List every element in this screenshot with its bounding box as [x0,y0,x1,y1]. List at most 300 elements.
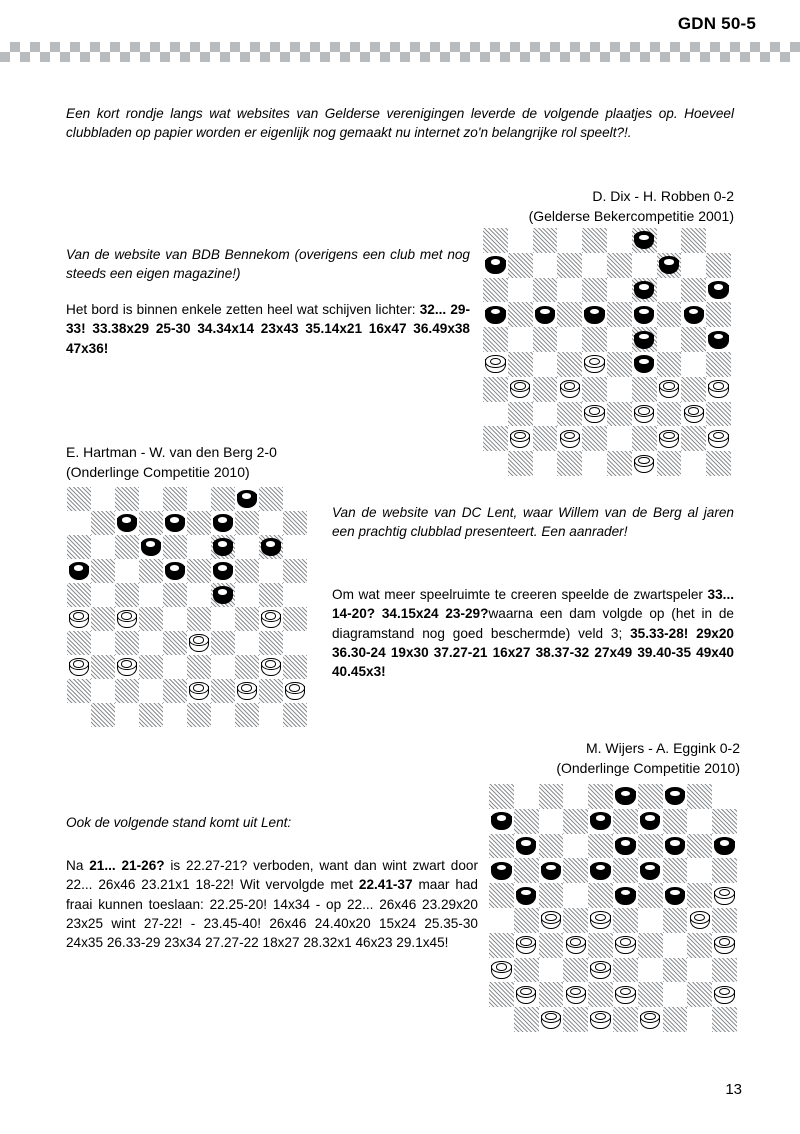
piece-inner-ring [644,814,655,821]
white-piece [261,610,281,627]
white-piece [708,430,728,448]
board-square [489,1007,514,1032]
black-piece [665,787,685,805]
board-square [663,834,688,859]
black-piece [485,256,505,274]
black-piece [213,586,233,603]
board-square [533,426,558,451]
board-3-caption [486,739,740,779]
board-square [283,679,307,703]
board-square [211,559,235,583]
piece-inner-ring [620,938,631,945]
board-square [588,809,613,834]
draughts-board-dix-robben [483,228,731,476]
piece-inner-ring [265,540,276,547]
board-square [508,228,533,253]
board-square [712,858,737,883]
board-square [706,426,731,451]
board-square [563,958,588,983]
board-square [706,377,731,402]
board-square [657,377,682,402]
board-square [607,302,632,327]
black-piece [213,538,233,555]
black-piece [213,562,233,579]
board-square [582,228,607,253]
board-square [163,535,187,559]
piece-inner-ring [217,540,228,547]
piece-inner-ring [669,839,680,846]
board-square [533,228,558,253]
piece-inner-ring [217,516,228,523]
black-piece [485,306,505,324]
board-square [557,402,582,427]
board-square [582,377,607,402]
board-square [139,511,163,535]
piece-inner-ring [217,564,228,571]
board-square [607,377,632,402]
board-square [613,908,638,933]
board-square [187,511,211,535]
board-square [483,327,508,352]
board-1-caption-line1: D. Dix - H. Robben 0-2 [592,188,734,204]
board-square [613,784,638,809]
board-square [115,559,139,583]
board-square [607,327,632,352]
page-title: GDN 50-5 [677,14,756,33]
board-square [115,679,139,703]
board-square [139,559,163,583]
board-square [489,883,514,908]
board-square [712,908,737,933]
white-piece [237,682,257,699]
board-square [211,511,235,535]
board-square [663,982,688,1007]
board-square [483,253,508,278]
board-square [632,253,657,278]
white-piece [566,986,586,1004]
board-square [483,302,508,327]
black-piece [516,837,536,855]
piece-inner-ring [545,914,556,922]
board-square [706,228,731,253]
board-square [557,377,582,402]
board-square [508,253,533,278]
board-square [259,511,283,535]
white-piece [285,682,305,699]
board-square [533,278,558,303]
board-square [283,655,307,679]
piece-inner-ring [121,516,132,523]
board-square [588,784,613,809]
board-square [687,883,712,908]
board-square [91,487,115,511]
na-plain-2: is 22.27-21? verboden, want dan wint zwart door 22... 26x46 23.21x1 18-22! Wit vervolgde met [66,858,478,893]
board-square [483,377,508,402]
board-square [632,377,657,402]
board-square [588,908,613,933]
board-square [67,655,91,679]
black-piece [165,514,185,531]
piece-inner-ring [713,283,724,290]
board-square [508,327,533,352]
piece-inner-ring [193,636,204,643]
board-square [712,883,737,908]
board-square [706,451,731,476]
board-square [663,784,688,809]
white-piece [485,355,505,373]
board-square [139,655,163,679]
board-square [663,809,688,834]
page-header [0,0,800,70]
board-square [115,607,139,631]
board-square [557,228,582,253]
board-square [187,631,211,655]
white-piece [690,911,710,929]
piece-inner-ring [595,814,606,821]
intro-paragraph: Een kort rondje langs wat websites van Gelderse verenigingen leverde de volgende plaatjes op. Hoeveel clubbladen op papier worden er eigenlijk nog gemaakt nu internet zo'n belangrijke rol speelt?!. [66,106,734,141]
board-square [211,679,235,703]
board-square [588,834,613,859]
board-square [187,607,211,631]
black-piece [634,355,654,373]
board-square [259,607,283,631]
board-square [235,703,259,727]
piece-inner-ring [589,407,600,414]
board-square [613,958,638,983]
board-square [687,933,712,958]
piece-inner-ring [169,564,180,571]
piece-inner-ring [595,963,606,970]
white-piece [516,986,536,1004]
na-moves-2: 22.41-37 [358,877,413,893]
board-square [582,278,607,303]
board-square [163,703,187,727]
piece-inner-ring [169,516,180,523]
board-square [235,631,259,655]
white-piece [189,634,209,651]
board-square [115,511,139,535]
board-square [663,958,688,983]
board-square [483,402,508,427]
board-square [283,511,307,535]
board-square [139,583,163,607]
board-square [187,679,211,703]
board-square [483,278,508,303]
board-square [687,784,712,809]
ook-intro-paragraph: Ook de volgende stand komt uit Lent: [66,815,292,830]
board-square [67,631,91,655]
board-square [163,559,187,583]
white-piece [590,1011,610,1029]
board-square [139,631,163,655]
board-square [681,228,706,253]
black-piece [141,538,161,555]
board-square [187,655,211,679]
piece-inner-ring [638,457,649,464]
board-square [514,982,539,1007]
board-square [681,253,706,278]
piece-inner-ring [241,492,252,499]
white-piece [117,658,137,675]
board-square [539,784,564,809]
black-piece [541,862,561,880]
piece-inner-ring [265,612,276,619]
board-square [539,858,564,883]
black-piece [69,562,89,579]
draughts-board-hartman-berg [67,487,307,727]
board-square [115,703,139,727]
lent-body-plain-2: waarna een dam volgde op (het in de diagramstand nog goed beschermde) veld 3; [332,606,734,641]
board-square [91,607,115,631]
white-piece [560,380,580,398]
white-piece [659,380,679,398]
piece-inner-ring [520,938,531,945]
board-square [211,655,235,679]
white-piece [189,682,209,699]
board-square [613,1007,638,1032]
board-3-caption-line1: M. Wijers - A. Eggink 0-2 [585,740,740,756]
board-square [514,1007,539,1032]
white-piece [566,936,586,954]
board-square [657,253,682,278]
board-square [283,487,307,511]
board-square [163,511,187,535]
piece-inner-ring [496,814,507,821]
black-piece [213,514,233,531]
board-square [514,784,539,809]
board-square [681,377,706,402]
board-square [235,655,259,679]
board-square [539,933,564,958]
board-square [163,607,187,631]
board-square [681,352,706,377]
board-square [91,511,115,535]
piece-inner-ring [490,358,501,366]
board-square [235,535,259,559]
board-square [67,703,91,727]
board-square [211,583,235,607]
board-square [638,933,663,958]
board-square [632,426,657,451]
board-square [259,487,283,511]
black-piece [590,812,610,830]
board-square [533,402,558,427]
na-plain-3: maar had fraai kunnen toeslaan: 22.25-20! 14x34 - op 22... 26x46 23.29x20 23x25 wint 27-22! - 23.45-40! 26x46 24.40x20 15x24 25.35-30 24x35 26.33-29 23x34 27.27-22 18x27 28.32x1 46x23 29.1x45! [66,877,478,951]
board-square [91,559,115,583]
board-square [632,302,657,327]
board-square [706,302,731,327]
board-square [607,451,632,476]
black-piece [535,306,555,324]
board-square [489,908,514,933]
board-square [533,451,558,476]
board-square [563,784,588,809]
board-square [557,426,582,451]
board-square [706,278,731,303]
lent-body-moves-1: 33... 14-20? 34.15x24 23-29? [332,587,734,622]
board-square [67,487,91,511]
board-square [211,535,235,559]
piece-inner-ring [638,283,649,290]
white-piece [714,936,734,954]
board-square [687,809,712,834]
board-square [67,559,91,583]
piece-inner-ring [620,790,631,797]
board-square [607,402,632,427]
board-square [563,858,588,883]
board-square [91,631,115,655]
board-square [563,982,588,1007]
board-square [489,982,514,1007]
piece-inner-ring [620,839,631,846]
lent-body-paragraph [332,585,734,681]
white-piece [708,380,728,398]
na-plain-1: Na [66,858,90,873]
board-square [632,278,657,303]
board-2-caption [66,443,366,483]
board-square [115,631,139,655]
board-square [632,352,657,377]
board-square [235,559,259,583]
board-square [663,933,688,958]
board-square [582,327,607,352]
board-square [163,679,187,703]
piece-inner-ring [73,660,84,667]
board-square [557,278,582,303]
board-square [588,883,613,908]
black-piece [165,562,185,579]
board-square [712,784,737,809]
board-square [235,487,259,511]
board-square [563,933,588,958]
black-piece [684,306,704,324]
board-square [91,535,115,559]
board-square [514,858,539,883]
board-square [588,982,613,1007]
board-square [539,1007,564,1032]
board-square [632,402,657,427]
board-square [514,834,539,859]
piece-inner-ring [638,358,649,366]
board-square [514,933,539,958]
board-square [539,834,564,859]
board-square [283,631,307,655]
board-square [706,352,731,377]
board-square [115,535,139,559]
board-square [259,679,283,703]
board-square [706,402,731,427]
piece-inner-ring [121,660,132,667]
board-square [663,858,688,883]
board-square [582,451,607,476]
board-square [582,426,607,451]
board-square [557,327,582,352]
board-square [283,607,307,631]
board-square [187,559,211,583]
board-square [235,511,259,535]
black-piece [634,331,654,349]
piece-inner-ring [73,564,84,571]
piece-inner-ring [514,382,525,389]
board-square [657,352,682,377]
board-square [638,908,663,933]
white-piece [684,405,704,423]
piece-inner-ring [669,790,680,797]
bennekom-body-moves: 32... 29-33! 33.38x29 25-30 34.34x14 23x43 35.14x21 16x47 36.49x38 47x36! [66,302,470,356]
board-square [489,834,514,859]
black-piece [117,514,137,531]
board-square [139,535,163,559]
board-square [211,631,235,655]
board-square [283,703,307,727]
na-body-paragraph [66,856,478,952]
piece-inner-ring [193,684,204,691]
white-piece [117,610,137,627]
black-piece [615,887,635,905]
board-square [563,834,588,859]
white-piece [541,911,561,929]
black-piece [491,862,511,880]
white-piece [659,430,679,448]
white-piece [590,911,610,929]
board-square [638,834,663,859]
board-square [582,352,607,377]
board-square [557,352,582,377]
board-square [508,451,533,476]
white-piece [584,355,604,373]
board-square [533,302,558,327]
board-square [211,487,235,511]
board-square [514,883,539,908]
board-square [657,426,682,451]
white-piece [69,658,89,675]
board-square [607,352,632,377]
piece-inner-ring [490,258,501,265]
board-square [533,352,558,377]
board-square [657,327,682,352]
board-square [187,583,211,607]
piece-inner-ring [638,234,649,241]
piece-inner-ring [241,684,252,691]
board-square [607,228,632,253]
black-piece [491,812,511,830]
board-square [563,883,588,908]
bennekom-intro-paragraph: Van de website van BDB Bennekom (overigens een club met nog steeds een eigen magazine!) [66,247,470,282]
board-square [638,982,663,1007]
board-square [632,228,657,253]
board-square [681,451,706,476]
white-piece [541,1011,561,1029]
board-square [687,858,712,883]
white-piece [510,380,530,398]
board-square [91,583,115,607]
board-square [613,933,638,958]
board-square [539,982,564,1007]
board-square [657,228,682,253]
board-square [681,327,706,352]
board-square [681,278,706,303]
piece-inner-ring [638,333,649,340]
board-square [588,858,613,883]
piece-inner-ring [545,1013,556,1020]
piece-inner-ring [644,1013,655,1020]
board-square [712,1007,737,1032]
board-square [115,583,139,607]
board-square [235,583,259,607]
black-piece [261,538,281,555]
board-square [687,1007,712,1032]
board-square [235,679,259,703]
